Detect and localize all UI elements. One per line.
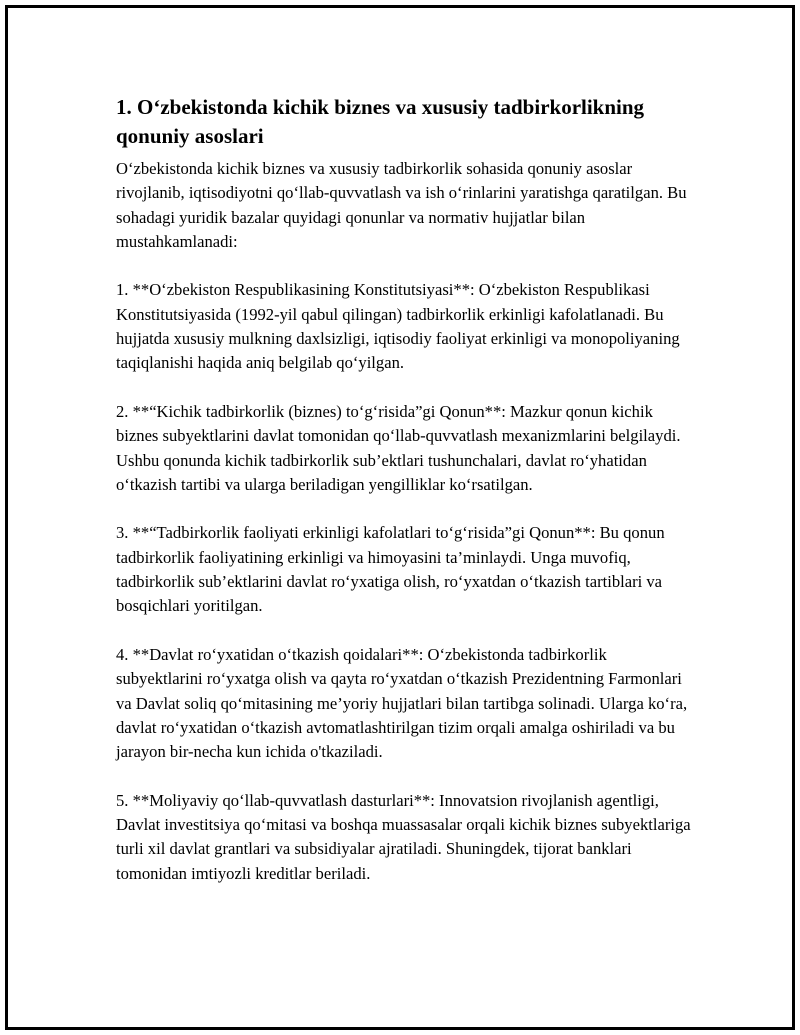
- list-item-financial-support-programs: 5. **Moliyaviy qo‘llab-quvvatlash dasturlari**: Innovatsion rivojlanish agentligi, Davlat investitsiya qo‘mitasi va boshqa muassasalar orqali kichik biznes subyektlariga turli xil davlat grantlari va subsidiyalar ajratiladi. Shuningdek, tijorat banklari tomonidan imtiyozli kreditlar beriladi.: [116, 790, 691, 883]
- list-item-state-registration-rules: 4. **Davlat ro‘yxatidan o‘tkazish qoidalari**: O‘zbekistonda tadbirkorlik subyektlarini ro‘yxatga olish va qayta ro‘yxatdan o‘tkazish Prezidentning Farmonlari va Davlat soliq qo‘mitasining me’yoriy hujjatlari bilan tartibga solinadi. Ularga ko‘ra, davlat ro‘yxatidan o‘tkazish avtomatlashtirilgan tizim orqali amalga oshiriladi va bu jarayon bir-necha kun ichida o'tkaziladi.: [116, 644, 688, 762]
- list-item-small-business-law: 2. **“Kichik tadbirkorlik (biznes) to‘g‘risida”gi Qonun**: Mazkur qonun kichik biznes subyektlarini davlat tomonidan qo‘llab-quvvatlash mexanizmlarini belgilaydi. Ushbu qonunda kichik tadbirkorlik sub’ektlari tushunchalari, davlat ro‘yhatidan o‘tkazish tartibi va ularga beriladigan yengilliklar ko‘rsatilgan.: [116, 401, 681, 494]
- document-title: 1. O‘zbekistonda kichik biznes va xususiy tadbirkorlikning qonuniy asoslari: [116, 95, 645, 148]
- list-item-constitution: 1. **O‘zbekiston Respublikasining Konstitutsiyasi**: O‘zbekiston Respublikasi Konstitutsiyasida (1992-yil qabul qilingan) tadbirkorlik erkinligi kafolatlanadi. Bu hujjatda xususiy mulkning daxlsizligi, iqtisodiy faoliyat erkinligi va monopoliyaning taqiqlanishi haqida aniq belgilab qo‘yilgan.: [116, 280, 680, 373]
- intro-paragraph: O‘zbekistonda kichik biznes va xususiy tadbirkorlik sohasida qonuniy asoslar rivojlanib, iqtisodiyotni qo‘llab-quvvatlash va ish o‘rinlarini yaratishga qaratilgan. Bu sohadagi yuridik bazalar quyidagi qonunlar va normativ hujjatlar bilan mustahkamlanadi:: [116, 159, 687, 251]
- list-item-entrepreneurship-freedom-law: 3. **“Tadbirkorlik faoliyati erkinligi kafolatlari to‘g‘risida”gi Qonun**: Bu qonun tadbirkorlik faoliyatining erkinligi va himoyasini ta’minlaydi. Unga muvofiq, tadbirkorlik sub’ektlarini davlat ro‘yxatiga olish, ro‘yxatdan o‘tkazish tartiblari va bosqichlari yoritilgan.: [116, 523, 665, 616]
- document-body: [116, 93, 691, 910]
